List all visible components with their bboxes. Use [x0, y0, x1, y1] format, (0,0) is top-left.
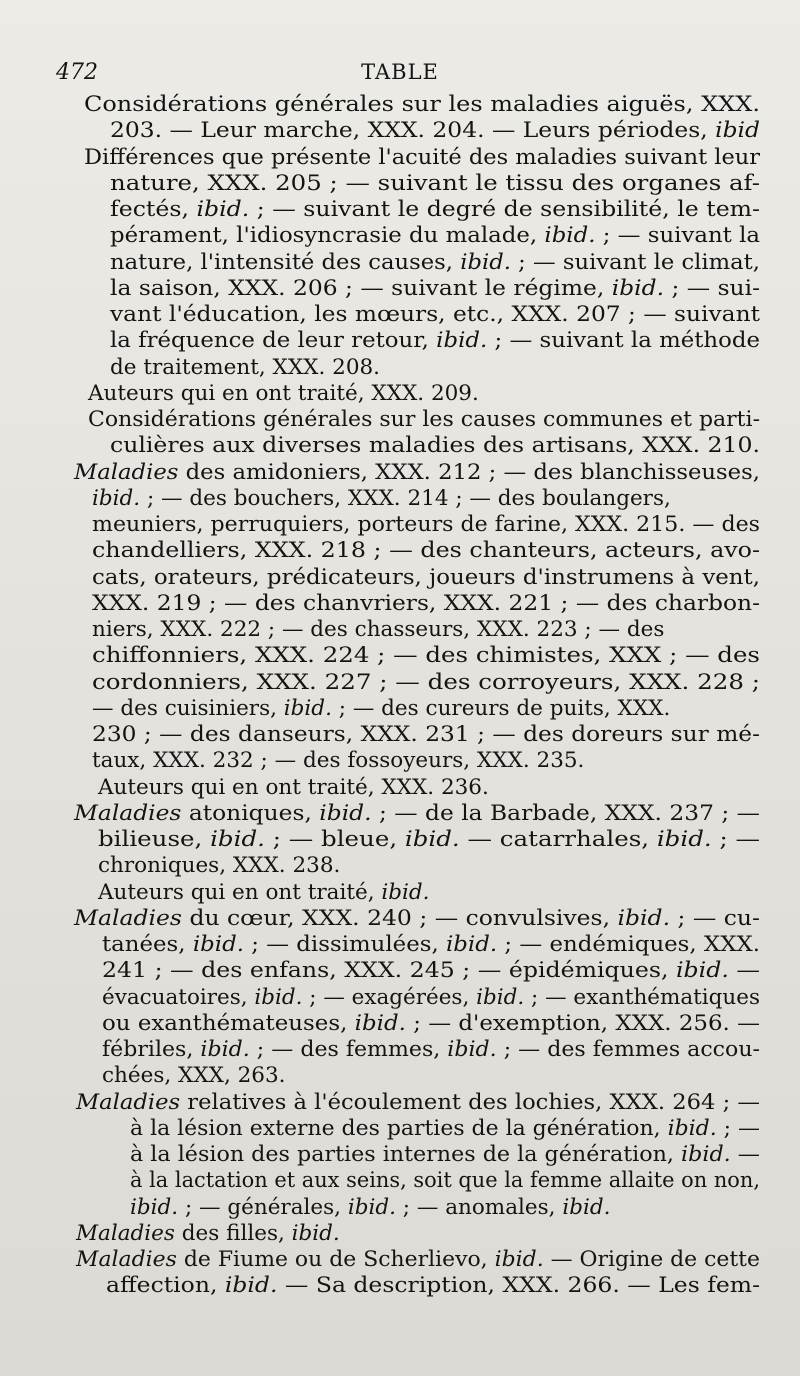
italic-text: Maladies: [74, 905, 182, 931]
text-line: [0, 250, 800, 276]
text-line: [0, 1195, 800, 1221]
text-line: [0, 1168, 800, 1194]
line-text: ; — suivant la: [595, 223, 761, 249]
line-text: nature, l'intensité des causes,: [110, 249, 461, 275]
line-content: [92, 643, 760, 669]
line-content: [102, 985, 760, 1011]
line-text: chées, XXX, 263.: [102, 1063, 286, 1089]
line-text: chandelliers, XXX. 218 ; — des chanteurs, acteurs, avo-: [92, 538, 760, 564]
italic-text: ibid.: [347, 1194, 396, 1220]
line-text: ; — suivant le climat,: [510, 249, 760, 275]
line-text: —: [728, 958, 760, 984]
italic-text: ibid.: [476, 984, 525, 1010]
italic-text: ibid.: [319, 800, 372, 826]
line-content: [74, 801, 760, 827]
italic-text: ibid.: [404, 827, 460, 852]
line-text: ; — des femmes accou-: [496, 1037, 760, 1062]
italic-text: ibid: [715, 118, 761, 144]
line-text: ; — des bouchers, XXX. 214 ; — des boulangers,: [140, 485, 671, 511]
text-line: [0, 92, 800, 118]
index-text: [0, 92, 800, 1300]
italic-text: ibid.: [667, 1115, 717, 1141]
line-text: — Origine de cette: [543, 1247, 760, 1272]
text-line: [0, 932, 800, 958]
italic-text: ibid.: [92, 485, 141, 511]
line-text: des filles,: [174, 1220, 292, 1246]
line-text: Considérations générales sur les maladies aiguës, XXX.: [84, 92, 760, 117]
italic-text: ibid.: [381, 879, 430, 905]
line-content: [110, 223, 760, 249]
italic-text: ibid.: [196, 197, 250, 222]
italic-text: ibid.: [130, 1194, 179, 1220]
line-text: fébriles,: [102, 1037, 201, 1062]
italic-text: Maladies: [76, 1089, 181, 1115]
line-text: meuniers, perruquiers, porteurs de farine, XXX. 215. — des: [92, 512, 761, 537]
line-content: [110, 355, 380, 381]
line-content: [98, 775, 489, 801]
line-text: ; — d'exemption, XXX. 256. —: [405, 1010, 760, 1036]
text-line: [0, 801, 800, 827]
text-line: [0, 696, 800, 722]
italic-text: ibid.: [611, 275, 665, 301]
italic-text: ibid.: [254, 984, 303, 1010]
line-text: ; —: [716, 1115, 761, 1141]
line-content: [130, 1195, 610, 1221]
text-line: [0, 1037, 800, 1063]
italic-text: ibid.: [494, 1247, 544, 1272]
line-text: ; — cu-: [670, 905, 760, 931]
line-text: ; — endémiques, XXX.: [497, 932, 760, 957]
text-line: [0, 1063, 800, 1089]
line-text: Auteurs qui en ont traité, XXX. 236.: [98, 774, 489, 800]
line-content: [84, 92, 760, 118]
text-line: [0, 433, 800, 459]
line-text: ; — suivant la méthode: [487, 328, 760, 354]
text-line: [0, 748, 800, 774]
italic-text: ibid.: [617, 905, 671, 931]
text-line: [0, 381, 800, 407]
line-content: [76, 1090, 760, 1116]
line-text: —: [730, 1142, 761, 1167]
line-text: de Fiume ou de Scherlievo,: [176, 1247, 495, 1272]
line-text: Auteurs qui en ont traité, XXX. 209.: [88, 380, 479, 406]
line-content: [110, 328, 760, 354]
line-text: pérament, l'idiosyncrasie du malade,: [110, 223, 545, 249]
italic-text: Maladies: [74, 800, 182, 826]
line-text: taux, XXX. 232 ; — des fossoyeurs, XXX. 235.: [92, 748, 585, 774]
line-text: ; — exagérées,: [302, 984, 477, 1010]
text-line: [0, 1011, 800, 1037]
text-line: [0, 538, 800, 564]
text-line: [0, 958, 800, 984]
line-text: évacuatoires,: [102, 984, 255, 1010]
italic-text: ibid.: [283, 695, 332, 721]
line-content: [92, 538, 760, 564]
line-content: [102, 1063, 286, 1089]
line-content: [102, 1011, 760, 1037]
line-text: culières aux diverses maladies des artisans, XXX. 210.: [110, 433, 761, 459]
text-line: [0, 1090, 800, 1116]
line-text: — catarrhales,: [459, 827, 657, 852]
line-content: [76, 1247, 760, 1273]
line-text: de traitement, XXX. 208.: [110, 354, 381, 380]
line-text: ; — de la Barbade, XXX. 237 ; —: [371, 800, 760, 826]
line-content: [92, 617, 664, 643]
line-text: fectés,: [110, 197, 197, 222]
line-text: à la lésion des parties internes de la génération,: [130, 1142, 682, 1167]
line-content: [92, 696, 670, 722]
line-text: niers, XXX. 222 ; — des chasseurs, XXX. 223 ; — des: [92, 617, 665, 642]
line-content: [98, 880, 430, 906]
line-text: ou exanthémateuses,: [102, 1010, 355, 1036]
line-content: [74, 906, 760, 932]
text-line: [0, 827, 800, 853]
text-line: [0, 670, 800, 696]
line-content: [130, 1168, 760, 1194]
line-text: — des cuisiniers,: [92, 695, 284, 721]
text-line: [0, 722, 800, 748]
line-content: [130, 1116, 760, 1142]
line-text: ; — suivant le degré de sensibilité, le tem-: [249, 197, 761, 222]
line-text: affection,: [106, 1273, 225, 1299]
italic-text: ibid.: [681, 1142, 731, 1167]
page-header: [0, 60, 800, 90]
text-line: [0, 407, 800, 433]
running-head: TABLE: [361, 60, 439, 84]
text-line: [0, 591, 800, 617]
line-text: bilieuse,: [98, 827, 211, 852]
line-text: nature, XXX. 205 ; — suivant le tissu des organes af-: [110, 170, 760, 196]
italic-text: ibid.: [192, 932, 244, 957]
line-text: 203. — Leur marche, XXX. 204. — Leurs périodes,: [110, 118, 716, 144]
line-text: ; — anomales,: [395, 1194, 563, 1220]
text-line: [0, 460, 800, 486]
line-content: [92, 486, 671, 512]
line-text: atoniques,: [181, 800, 320, 826]
italic-text: ibid.: [291, 1220, 340, 1246]
line-text: cats, orateurs, prédicateurs, joueurs d'instrumens à vent,: [92, 564, 760, 590]
line-text: ; — sui-: [664, 275, 761, 301]
line-content: [110, 433, 760, 459]
line-content: [98, 853, 340, 879]
line-text: ; —: [711, 827, 761, 852]
text-line: [0, 355, 800, 381]
line-content: [110, 276, 760, 302]
text-line: [0, 486, 800, 512]
text-line: [0, 145, 800, 171]
text-line: [0, 906, 800, 932]
italic-text: Maladies: [74, 459, 179, 485]
text-line: [0, 565, 800, 591]
text-line: [0, 1221, 800, 1247]
line-text: des amidoniers, XXX. 212 ; — des blanchisseuses,: [178, 459, 760, 485]
text-line: [0, 1273, 800, 1299]
line-text: ; — dissimulées,: [243, 932, 446, 957]
text-line: [0, 617, 800, 643]
text-line: [0, 880, 800, 906]
line-text: — Sa description, XXX. 266. — Les fem-: [277, 1273, 761, 1299]
line-text: ; — bleue,: [264, 827, 405, 852]
line-text: 230 ; — des danseurs, XXX. 231 ; — des doreurs sur mé-: [92, 722, 761, 747]
line-text: tanées,: [102, 932, 193, 957]
line-content: [92, 565, 760, 591]
line-content: [110, 118, 760, 144]
italic-text: ibid.: [544, 223, 596, 249]
italic-text: ibid.: [460, 249, 511, 275]
text-line: [0, 985, 800, 1011]
text-line: [0, 276, 800, 302]
line-text: Considérations générales sur les causes communes et parti-: [88, 407, 761, 432]
line-text: 241 ; — des enfans, XXX. 245 ; — épidémiques,: [102, 958, 676, 984]
line-content: [110, 302, 760, 328]
italic-text: ibid.: [436, 328, 488, 354]
line-text: chroniques, XXX. 238.: [98, 853, 341, 879]
line-text: ; — des femmes,: [249, 1037, 448, 1062]
line-content: [84, 145, 760, 171]
line-text: chiffonniers, XXX. 224 ; — des chimistes, XXX ; — des: [92, 643, 760, 669]
italic-text: ibid.: [200, 1037, 250, 1062]
text-line: [0, 643, 800, 669]
text-line: [0, 171, 800, 197]
page-number: 472: [56, 60, 98, 85]
italic-text: ibid.: [447, 1037, 497, 1062]
italic-text: Maladies: [76, 1247, 177, 1272]
line-text: vant l'éducation, les mœurs, etc., XXX. 207 ; — suivant: [110, 302, 760, 327]
line-text: ; — des cureurs de puits, XXX.: [331, 695, 671, 721]
line-content: [92, 748, 584, 774]
line-content: [106, 1273, 760, 1299]
line-content: [74, 460, 760, 486]
text-line: [0, 775, 800, 801]
line-content: [110, 171, 760, 197]
line-text: Auteurs qui en ont traité,: [98, 879, 382, 905]
text-line: [0, 853, 800, 879]
line-text: Différences que présente l'acuité des maladies suivant leur: [84, 144, 761, 170]
line-content: [110, 250, 760, 276]
italic-text: ibid.: [224, 1273, 278, 1299]
line-content: [92, 591, 760, 617]
line-text: la fréquence de leur retour,: [110, 328, 437, 354]
line-text: cordonniers, XXX. 227 ; — des corroyeurs, XXX. 228 ;: [92, 669, 761, 695]
line-text: du cœur, XXX. 240 ; — convulsives,: [181, 905, 618, 931]
line-text: ; — exanthématiques: [524, 984, 760, 1010]
line-content: [110, 197, 760, 223]
italic-text: ibid.: [656, 827, 712, 852]
text-line: [0, 1247, 800, 1273]
italic-text: Maladies: [76, 1220, 175, 1246]
line-content: [102, 1037, 760, 1063]
line-content: [102, 958, 760, 984]
line-content: [92, 512, 760, 538]
text-line: [0, 328, 800, 354]
italic-text: ibid.: [210, 827, 265, 852]
text-line: [0, 302, 800, 328]
italic-text: ibid.: [445, 932, 498, 957]
italic-text: ibid.: [562, 1194, 611, 1220]
text-line: [0, 1142, 800, 1168]
line-text: à la lésion externe des parties de la génération,: [130, 1115, 668, 1141]
italic-text: ibid.: [354, 1010, 406, 1036]
line-text: XXX. 219 ; — des chanvriers, XXX. 221 ; — des charbon-: [92, 590, 760, 616]
line-content: [98, 827, 760, 853]
text-line: [0, 512, 800, 538]
text-line: [0, 118, 800, 144]
line-text: ; — générales,: [178, 1194, 348, 1220]
line-text: relatives à l'écoulement des lochies, XXX. 264 ; —: [180, 1089, 761, 1115]
italic-text: ibid.: [675, 958, 729, 984]
text-line: [0, 223, 800, 249]
line-content: [92, 670, 760, 696]
line-text: à la lactation et aux seins, soit que la femme allaite on non,: [130, 1168, 760, 1194]
line-content: [88, 381, 479, 407]
line-content: [92, 722, 760, 748]
line-content: [102, 932, 760, 958]
line-text: la saison, XXX. 206 ; — suivant le régime,: [110, 275, 612, 301]
line-content: [76, 1221, 340, 1247]
text-line: [0, 1116, 800, 1142]
line-content: [130, 1142, 760, 1168]
text-line: [0, 197, 800, 223]
line-content: [88, 407, 760, 433]
